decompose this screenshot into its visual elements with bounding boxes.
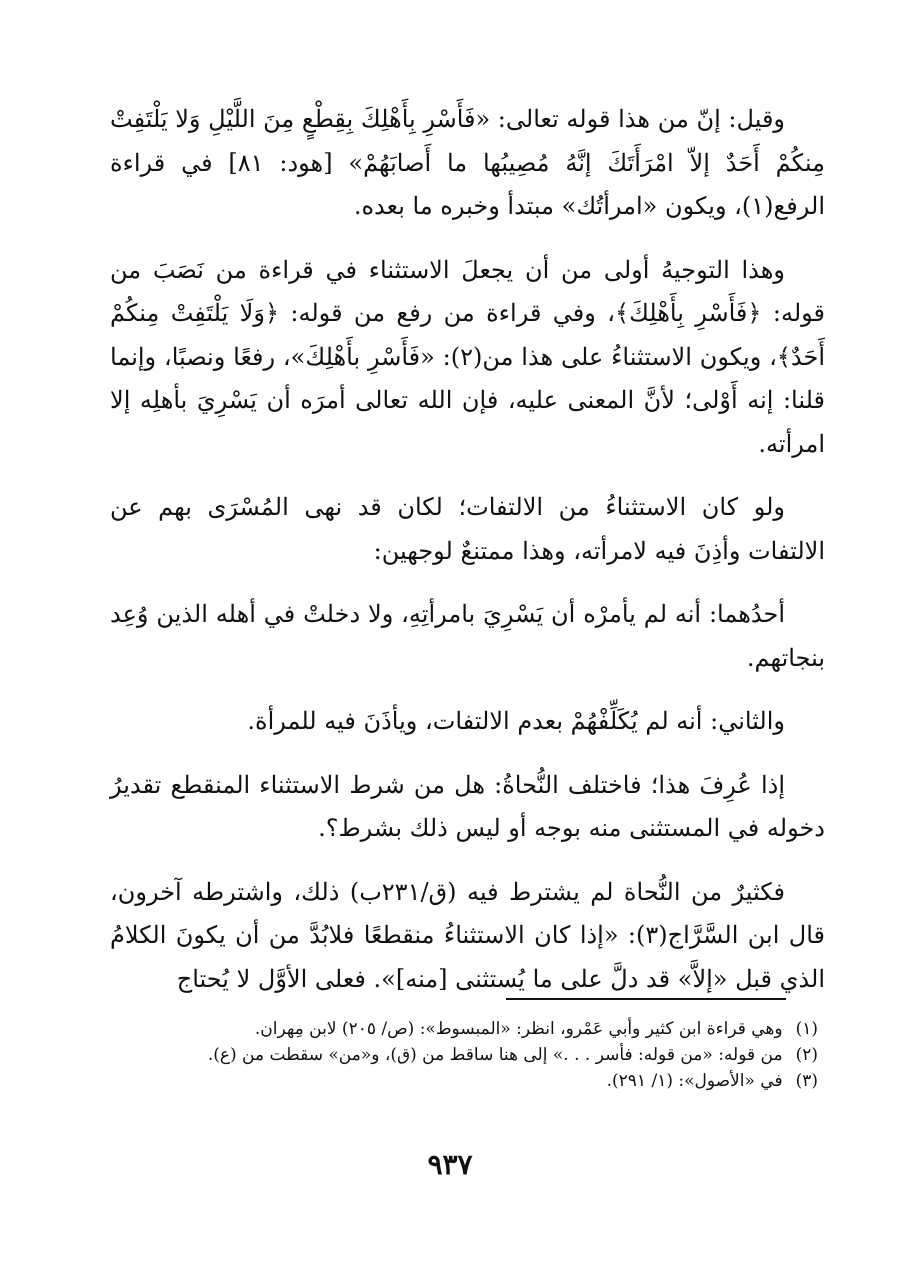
footnote-number: (٣): [795, 1071, 818, 1091]
page-number: ٩٣٧: [427, 1148, 473, 1181]
footnote-2: [110, 1042, 818, 1068]
footnotes: [110, 1016, 818, 1094]
footnote-text: وهي قراءة ابن كثير وأبي عَمْرو، انظر: «المبسوط»: (ص/ ٢٠٥) لابن مِهران.: [254, 1019, 783, 1039]
footnote-number: (٢): [795, 1045, 818, 1065]
paragraph-1: وقيل: إنّ من هذا قوله تعالى: «فَأَسْرِ بِأَهْلِكَ بِقِطْعٍ مِنَ اللَّيْلِ وَلا يَلْتَفِتْ مِنكُمْ أَحَدٌ إلاّ امْرَأَتَكَ إنَّهُ مُصِيبُها ما أَصابَهُمْ» [هود: ٨١] في قراءة الرفع(١)، ويكون «امرأتُك» مبتدأ وخبره ما بعده.: [110, 105, 825, 220]
footnote-1: [110, 1016, 818, 1042]
footnote-3: [110, 1068, 818, 1094]
paragraph-2: وهذا التوجيهُ أولى من أن يجعلَ الاستثناء في قراءة من نَصَبَ من قوله: ﴿فَأَسْرِ بِأَهْلِكَ﴾، وفي قراءة من رفع من قوله: ﴿وَلَا يَلْتَفِتْ مِنكُمْ أَحَدٌ﴾، ويكون الاستثناءُ على هذا من(٢): «فَأَسْرِ بأَهْلِكَ»، رفعًا ونصبًا، وإنما قلنا: إنه أَوْلى؛ لأنَّ المعنى عليه، فإن الله تعالى أمرَه أن يَسْرِيَ بأهلِه إلا امرأته.: [110, 255, 826, 458]
main-text: [110, 98, 825, 1015]
footnote-text: من قوله: «من قوله: فأسر . . .» إلى هنا ساقط من (ق)، و«من» سقطت من (ع).: [207, 1045, 783, 1065]
footnote-number: (١): [795, 1019, 818, 1039]
paragraph-7: فكثيرٌ من النُّحاة لم يشترط فيه (ق/٢٣١ب) ذلك، واشترطه آخرون، قال ابن السَّرَّاج(٣): «إذا كان الاستثناءُ منقطعًا فلابُدَّ من أن يكونَ الكلامُ الذي قبل «إلاَّ» قد دلَّ على ما يُستثنى [منه]». فعلى الأوَّل لا يُحتاج: [110, 877, 825, 993]
footnote-separator: [506, 998, 786, 1000]
footnote-text: في «الأصول»: (١/ ٢٩١).: [606, 1071, 783, 1091]
paragraph-5: والثاني: أنه لم يُكَلِّفْهُمْ بعدم الالتفات، ويأذَنَ فيه للمرأة.: [247, 707, 785, 735]
paragraph-3: ولو كان الاستثناءُ من الالتفات؛ لكان قد نهى المُسْرَى بهم عن الالتفات وأذِنَ فيه لامرأته، وهذا ممتنعٌ لوجهين:: [110, 493, 825, 565]
paragraph-4: أحدُهما: أنه لم يأمرْه أن يَسْرِيَ بامرأتِهِ، ولا دخلتْ في أهله الذين وُعِد بنجاتهم.: [110, 600, 825, 672]
paragraph-6: إذا عُرِفَ هذا؛ فاختلف النُّحاةُ: هل من شرط الاستثناء المنقطع تقديرُ دخوله في المستثنى منه بوجه أو ليس ذلك بشرط؟.: [110, 770, 825, 842]
